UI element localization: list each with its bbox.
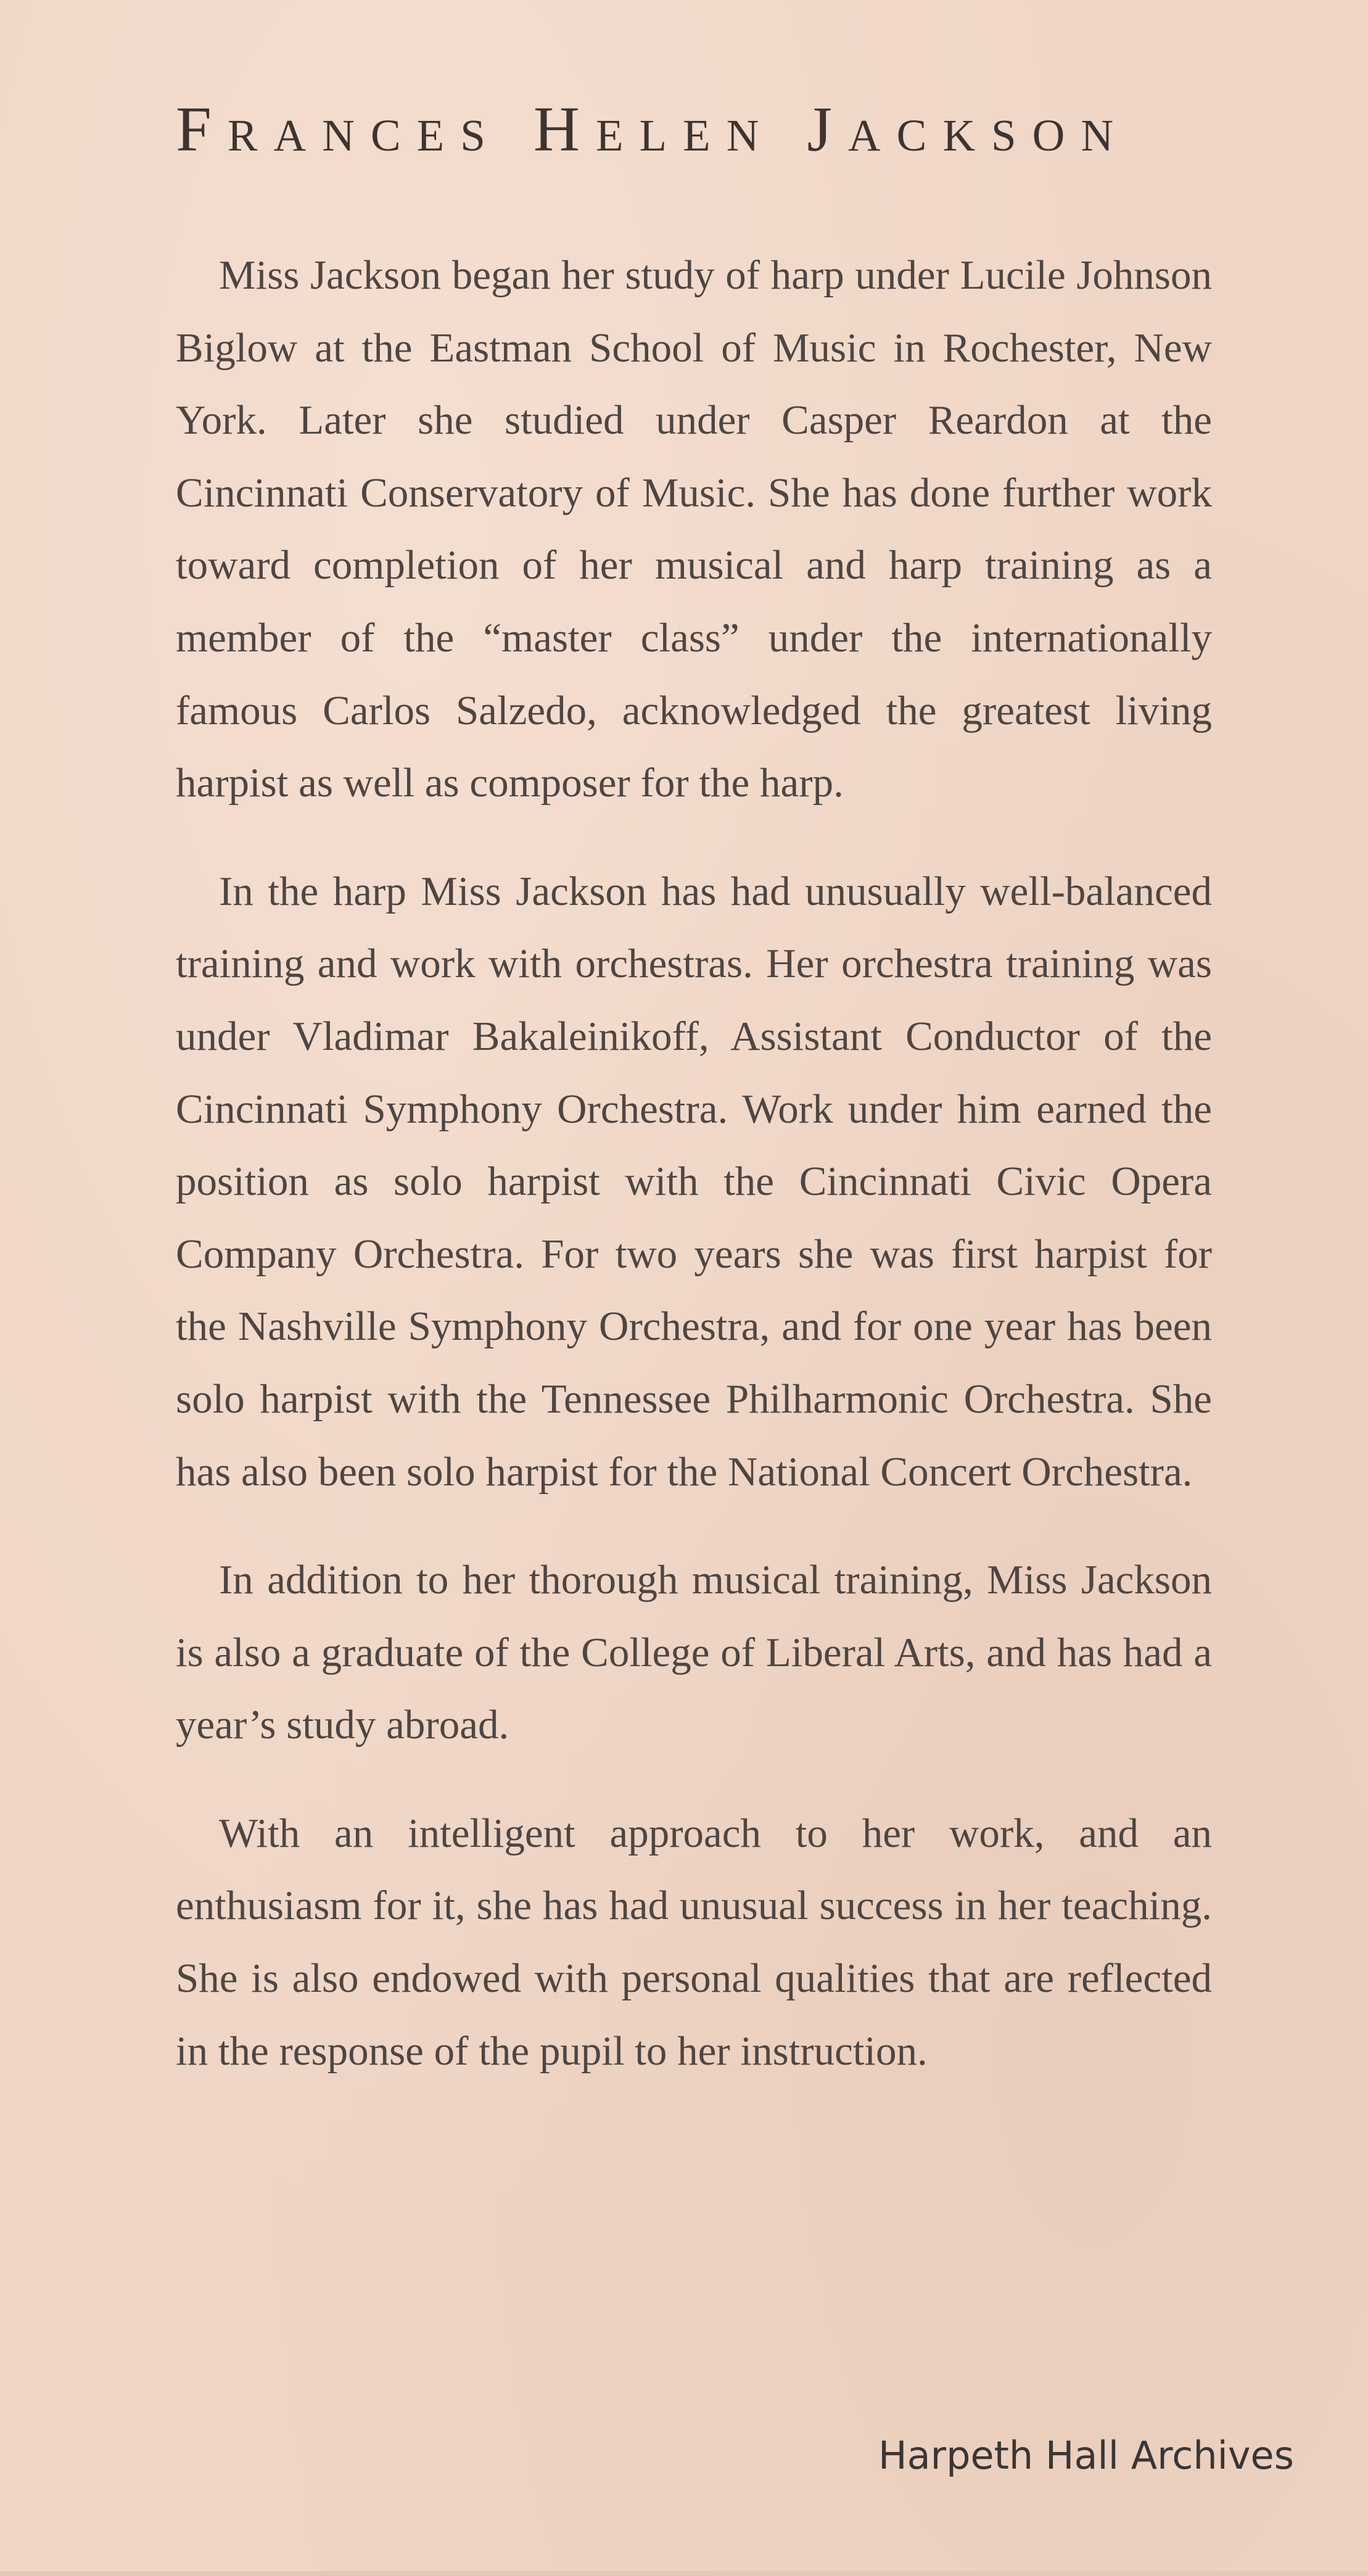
archive-watermark: Harpeth Hall Archives <box>878 2433 1294 2478</box>
paragraph-training: Miss Jackson began her study of harp under Lucile Johnson Biglow at the Eastman School of Music in Rochester, New York. Later she studied under Casper Reardon at the Cincinnati Conservatory of Music. She has done further work toward completion of her musical and harp training as a member of the “master class” under the internationally famous Carlos Salzedo, acknowledged the greatest living harpist as well as composer for the harp. <box>176 252 1212 806</box>
paragraph-education: In addition to her thorough musical training, Miss Jackson is also a graduate of the College of Liberal Arts, and has had a year’s study abroad. <box>176 1557 1212 1748</box>
document-title: Frances Helen Jackson <box>176 94 1130 165</box>
paragraph-orchestras: In the harp Miss Jackson has had unusually well-balanced training and work with orchestras. Her orchestra training was under Vladimar Bakaleinikoff, Assistant Conductor of the Cincinnati Symphony Orchestra. Work under him earned the position as solo harpist with the Cincinnati Civic Opera Company Orchestra. For two years she was first harpist for the Nashville Symphony Orchestra, and for one year has been solo harpist with the Tennessee Philharmonic Orchestra. She has also been solo harpist for the National Concert Orchestra. <box>176 868 1212 1495</box>
page-edge <box>0 2571 1368 2576</box>
paragraph-teaching: With an intelligent approach to her work, and an enthusiasm for it, she has had unusual success in her teaching. She is also endowed with personal qualities that are reflected in the response of the pupil to her instruction. <box>176 1810 1212 2074</box>
document-body <box>176 239 1212 2123</box>
